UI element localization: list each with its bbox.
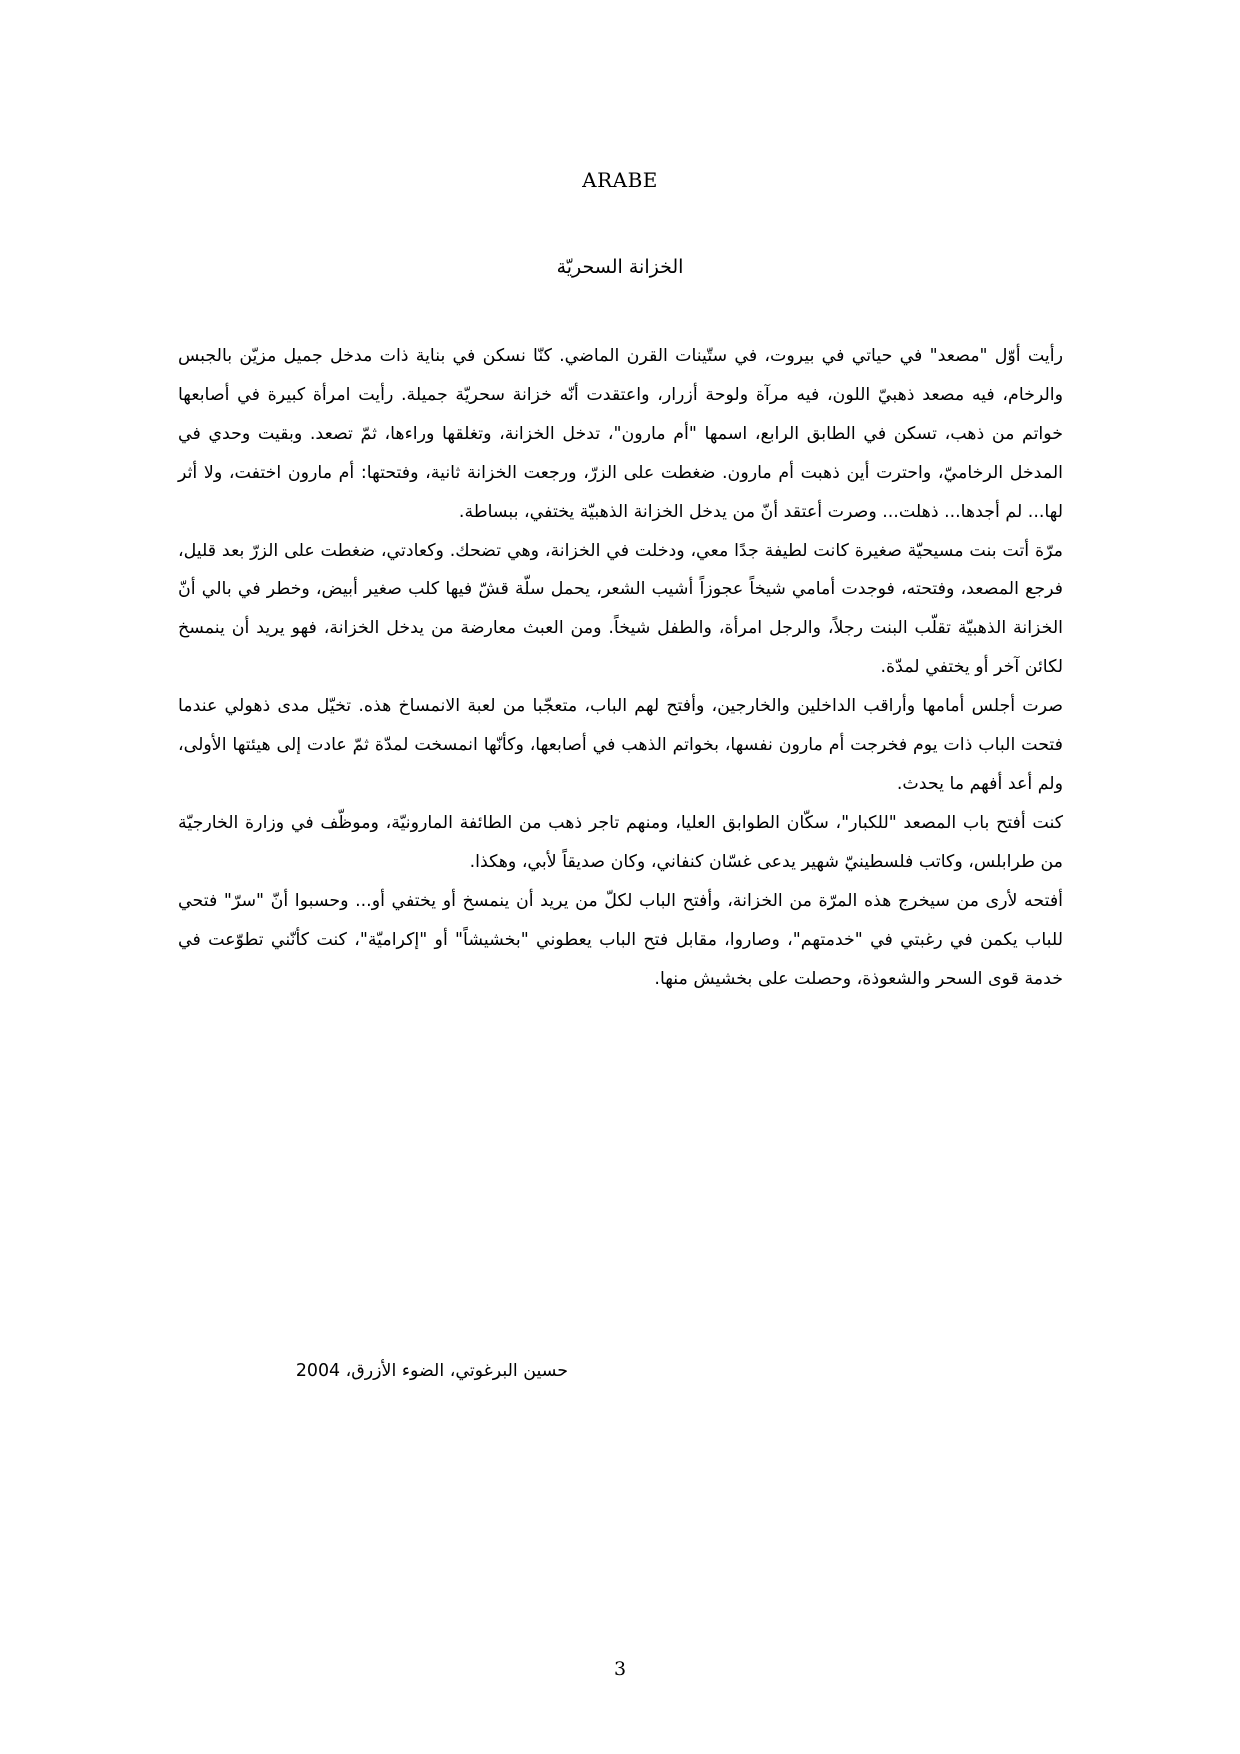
story-title: الخزانة السحريّة bbox=[556, 256, 684, 278]
story-body bbox=[178, 337, 1063, 998]
attribution: حسين البرغوتي، الضوء الأزرق، 2004 bbox=[295, 1361, 568, 1381]
running-header: ARABE bbox=[582, 168, 658, 192]
paragraph: مرّة أتت بنت مسيحيّة صغيرة كانت لطيفة جدًا معي، ودخلت في الخزانة، وهي تضحك. وكعادتي، ضغطت على الزرّ بعد قليل، فرجع المصعد، وفتحته، فوجدت أمامي شيخاً عجوزاً أشيب الشعر، يحمل سلّة قشّ فيها كلب صغير أبيض، وخطر في بالي أنّ الخزانة الذهبيّة تقلّب البنت رجلاً، والرجل امرأة، والطفل شيخاً. ومن العبث معارضة من يدخل الخزانة، فهو يريد أن ينمسخ لكائن آخر أو يختفي لمدّة. bbox=[178, 540, 1063, 678]
paragraph: أفتحه لأرى من سيخرج هذه المرّة من الخزانة، وأفتح الباب لكلّ من يريد أن ينمسخ أو يختفي أو... وحسبوا أنّ "سرّ" فتحي للباب يكمن في رغبتي في "خدمتهم"، وصاروا، مقابل فتح الباب يعطوني "بخشيشاً" أو "إكراميّة"، كنت كأنّني تطوّعت في خدمة قوى السحر والشعوذة، وحصلت على بخشيش منها. bbox=[178, 890, 1063, 989]
paragraph: صرت أجلس أمامها وأراقب الداخلين والخارجين، وأفتح لهم الباب، متعجّبا من لعبة الانمساخ هذه. تخيّل مدى ذهولي عندما فتحت الباب ذات يوم فخرجت أم مارون نفسها، بخواتم الذهب في أصابعها، وكأنّها انمسخت لمدّة ثمّ عادت إلى هيئتها الأولى، ولم أعد أفهم ما يحدث. bbox=[178, 696, 1063, 794]
paragraph: رأيت أوّل "مصعد" في حياتي في بيروت، في ستّينات القرن الماضي. كنّا نسكن في بناية ذات مدخل جميل مزيّن بالجبس والرخام، فيه مصعد ذهبيّ اللون، فيه مرآة ولوحة أزرار، واعتقدت أنّه خزانة سحريّة جميلة. رأيت امرأة كبيرة في أصابعها خواتم من ذهب، تسكن في الطابق الرابع، اسمها "أم مارون"، تدخل الخزانة، وتغلقها وراءها، ثمّ تصعد. وبقيت وحدي في المدخل الرخاميّ، واحترت أين ذهبت أم مارون. ضغطت على الزرّ، ورجعت الخزانة ثانية، وفتحتها: أم مارون اختفت، ولا أثر لها... لم أجدها... ذهلت... وصرت أعتقد أنّ من يدخل الخزانة الذهبيّة يختفي، ببساطة. bbox=[178, 346, 1063, 522]
page-number: 3 bbox=[613, 1658, 627, 1680]
paragraph: كنت أفتح باب المصعد "للكبار"، سكّان الطوابق العليا، ومنهم تاجر ذهب من الطائفة المارونيّة، وموظّف في وزارة الخارجيّة من طرابلس، وكاتب فلسطينيّ شهير يدعى غسّان كنفاني، وكان صديقاً لأبي، وهكذا. bbox=[178, 812, 1063, 872]
